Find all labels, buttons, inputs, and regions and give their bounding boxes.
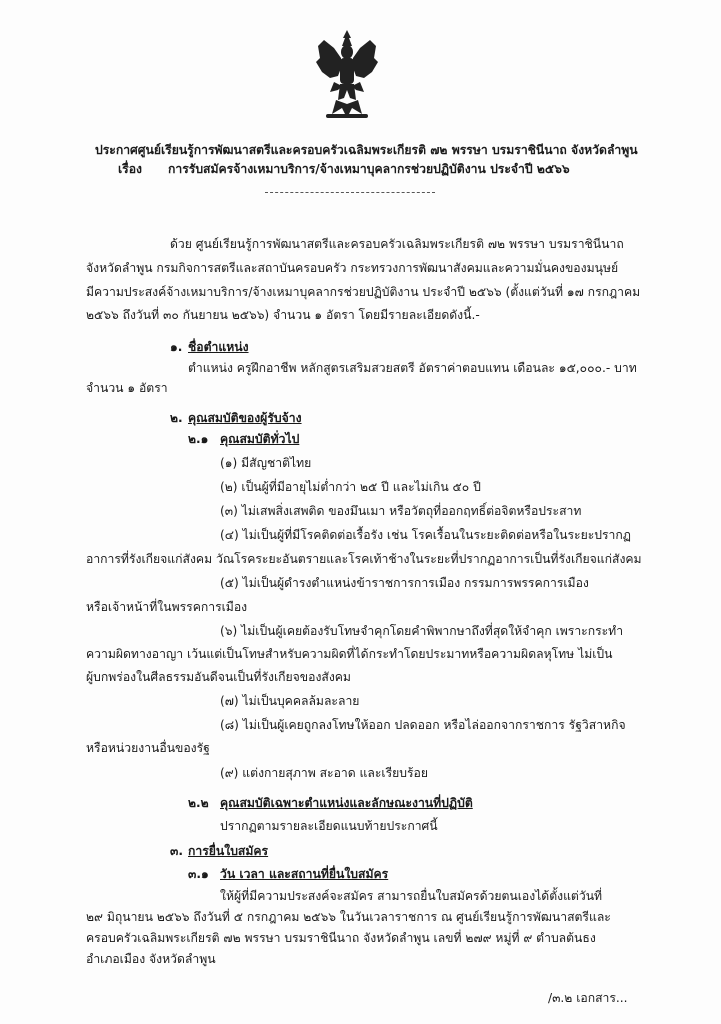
qualification-item: อาการที่รังเกียจแก่สังคม วัณโรคระยะอันตรายและโรคเท้าช้างในระยะที่ปรากฏอาการเป็นที่รังเกียจแก่สังคม	[86, 552, 642, 566]
qualification-item: (๕) ไม่เป็นผู้ดำรงตำแหน่งข้าราชการการเมือง กรรมการพรรคการเมือง	[220, 576, 589, 590]
announcement-title: ประกาศศูนย์เรียนรู้การพัฒนาสตรีและครอบครัวเฉลิมพระเกียรติ ๗๒ พรรษา บรมราชินีนาถ จังหวัดลำพูน	[95, 143, 638, 157]
section-2-1-heading: คุณสมบัติทั่วไป	[220, 432, 300, 446]
section-1-text: ตำแหน่ง ครูฝึกอาชีพ หลักสูตรเสริมสวยสตรี อัตราค่าตอบแทน เดือนละ ๑๕,๐๐๐.- บาท	[188, 361, 637, 375]
section-3-heading: การยื่นใบสมัคร	[188, 844, 269, 858]
qualification-item: (๑) มีสัญชาติไทย	[220, 456, 312, 470]
section-1-text: จำนวน ๑ อัตรา	[86, 381, 168, 395]
qualification-item: (๖) ไม่เป็นผู้เคยต้องรับโทษจำคุกโดยคำพิพากษาถึงที่สุดให้จำคุก เพราะกระทำ	[220, 624, 624, 638]
intro-line: ด้วย ศูนย์เรียนรู้การพัฒนาสตรีและครอบครัวเฉลิมพระเกียรติ ๗๒ พรรษา บรมราชินีนาถ	[170, 237, 624, 251]
qualification-item: (๗) ไม่เป็นบุคคลล้มละลาย	[220, 694, 360, 708]
section-1-number: ๑.	[170, 340, 183, 354]
section-2-2-heading: คุณสมบัติเฉพาะตำแหน่งและลักษณะงานที่ปฏิบัติ	[220, 796, 473, 810]
garuda-emblem-icon	[312, 28, 382, 124]
section-3-number: ๓.	[170, 844, 183, 858]
qualification-item: (๔) ไม่เป็นผู้ที่มีโรคติดต่อเรื้อรัง เช่น โรคเรื้อนในระยะติดต่อหรือในระยะปรากฏ	[220, 528, 631, 542]
qualification-item: (๙) แต่งกายสุภาพ สะอาด และเรียบร้อย	[220, 766, 429, 780]
qualification-item: (๓) ไม่เสพสิ่งเสพติด ของมึนเมา หรือวัตถุที่ออกฤทธิ์ต่อจิตหรือประสาท	[220, 504, 582, 518]
intro-line: ๒๕๖๖ ถึงวันที่ ๓๐ กันยายน ๒๕๖๖) จำนวน ๑ อัตรา โดยมีรายละเอียดดังนี้.-	[86, 308, 480, 322]
title-divider	[265, 192, 435, 193]
qualification-item: หรือเจ้าหน้าที่ในพรรคการเมือง	[86, 600, 248, 614]
subject-label: เรื่อง	[118, 162, 142, 176]
qualification-item: ความผิดทางอาญา เว้นแต่เป็นโทษสำหรับความผิดที่ได้กระทำโดยประมาทหรือความผิดลหุโทษ ไม่เป็น	[86, 647, 613, 661]
application-text: อำเภอเมือง จังหวัดลำพูน	[86, 952, 216, 966]
section-2-1-number: ๒.๑	[188, 432, 209, 446]
intro-line: จังหวัดลำพูน กรมกิจการสตรีและสถาบันครอบครัว กระทรวงการพัฒนาสังคมและความมั่นคงของมนุษย์	[86, 261, 619, 275]
section-2-number: ๒.	[170, 411, 183, 425]
qualification-item: (๘) ไม่เป็นผู้เคยถูกลงโทษให้ออก ปลดออก หรือไล่ออกจากราชการ รัฐวิสาหกิจ	[220, 718, 626, 732]
qualification-item: หรือหน่วยงานอื่นของรัฐ	[86, 741, 210, 755]
subject-text: การรับสมัครจ้างเหมาบริการ/จ้างเหมาบุคลากรช่วยปฏิบัติงาน ประจำปี ๒๕๖๖	[168, 162, 570, 176]
qualification-item: (๒) เป็นผู้ที่มีอายุไม่ต่ำกว่า ๒๕ ปี และไม่เกิน ๕๐ ปี	[220, 480, 481, 494]
application-text: ให้ผู้ที่มีความประสงค์จะสมัคร สามารถยื่นใบสมัครด้วยตนเองได้ตั้งแต่วันที่	[220, 889, 603, 903]
section-3-1-number: ๓.๑	[188, 867, 209, 881]
continued-note: /๓.๒ เอกสาร...	[548, 991, 628, 1005]
application-text: ๒๙ มิถุนายน ๒๕๖๖ ถึงวันที่ ๕ กรกฎาคม ๒๕๖๖ ในวันเวลาราชการ ณ ศูนย์เรียนรู้การพัฒนาสตรีและ	[86, 910, 611, 924]
intro-line: มีความประสงค์จ้างเหมาบริการ/จ้างเหมาบุคลากรช่วยปฏิบัติงาน ประจำปี ๒๕๖๖ (ตั้งแต่วันที่ ๑๗ กรกฎาคม	[86, 285, 641, 299]
section-2-heading: คุณสมบัติของผู้รับจ้าง	[188, 411, 302, 425]
section-2-2-number: ๒.๒	[188, 796, 209, 810]
section-2-2-text: ปรากฏตามรายละเอียดแนบท้ายประกาศนี้	[220, 819, 438, 833]
application-text: ครอบครัวเฉลิมพระเกียรติ ๗๒ พรรษา บรมราชินีนาถ จังหวัดลำพูน เลขที่ ๒๗๙ หมู่ที่ ๙ ตำบลต้นธง	[86, 931, 596, 945]
section-3-1-heading: วัน เวลา และสถานที่ยื่นใบสมัคร	[220, 867, 389, 881]
section-1-heading: ชื่อตำแหน่ง	[188, 340, 249, 354]
qualification-item: ผู้บกพร่องในศีลธรรมอันดีจนเป็นที่รังเกียจของสังคม	[86, 670, 351, 684]
